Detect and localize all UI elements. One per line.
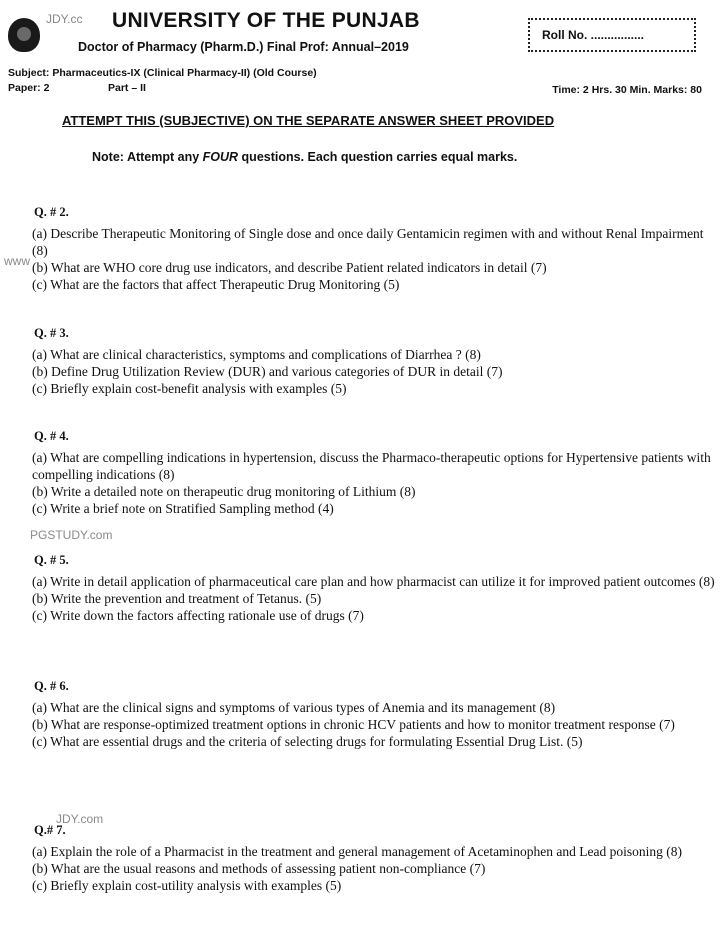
question-part: (a) Write in detail application of pharmaceutical care plan and how pharmacist can utilize it for improved patient outcomes (8) [32, 574, 715, 589]
question-part: (b) What are WHO core drug use indicators, and describe Patient related indicators in detail (7) [32, 260, 547, 275]
question-part: (a) What are clinical characteristics, symptoms and complications of Diarrhea ? (8) [32, 347, 481, 362]
roll-number-label: Roll No. ................ [542, 28, 645, 42]
question-block [32, 552, 720, 624]
question-part: (c) Briefly explain cost-benefit analysis with examples (5) [32, 381, 347, 396]
question-number: Q. # 3. [34, 326, 69, 340]
watermark-top: JDY.cc [46, 12, 83, 26]
question-part: (b) Define Drug Utilization Review (DUR) and various categories of DUR in detail (7) [32, 364, 503, 379]
question-part: (c) What are the factors that affect Therapeutic Drug Monitoring (5) [32, 277, 400, 292]
question-part: (b) What are response-optimized treatment options in chronic HCV patients and how to monitor treatment response (7) [32, 717, 675, 732]
question-number: Q.# 7. [34, 823, 66, 837]
question-number: Q. # 4. [34, 429, 69, 443]
question-block [32, 204, 720, 293]
question-block [32, 822, 720, 894]
question-number: Q. # 2. [34, 205, 69, 219]
question-block [32, 325, 720, 397]
question-part: (a) Explain the role of a Pharmacist in the treatment and general management of Acetaminophen and Lead poisoning (8) [32, 844, 683, 859]
question-part: (b) Write the prevention and treatment of Tetanus. (5) [32, 591, 322, 606]
subject-line: Subject: Pharmaceutics-IX (Clinical Pharmacy-II) (Old Course) [8, 67, 317, 79]
watermark: PGSTUDY.com [30, 528, 113, 542]
question-block [32, 428, 720, 517]
question-part: (a) Describe Therapeutic Monitoring of Single dose and once daily Gentamicin regimen with and without Renal Impairment (8) [32, 226, 704, 258]
question-number: Q. # 5. [34, 553, 69, 567]
question-part: (b) Write a detailed note on therapeutic drug monitoring of Lithium (8) [32, 484, 416, 499]
note-line [92, 150, 517, 164]
note-suffix: questions. Each question carries equal marks. [238, 150, 518, 164]
time-marks: Time: 2 Hrs. 30 Min. Marks: 80 [552, 84, 702, 96]
question-part: (c) Briefly explain cost-utility analysis with examples (5) [32, 878, 342, 893]
paper-row [8, 82, 706, 94]
degree-line: Doctor of Pharmacy (Pharm.D.) Final Prof: Annual–2019 [78, 40, 409, 54]
question-block [32, 678, 720, 750]
paper-number: Paper: 2 [8, 82, 50, 94]
paper-part: Part – II [108, 82, 146, 94]
watermark: www [4, 254, 30, 268]
attempt-instruction: ATTEMPT THIS (SUBJECTIVE) ON THE SEPARATE ANSWER SHEET PROVIDED [62, 113, 555, 128]
note-emphasis: FOUR [202, 150, 239, 164]
roll-number-box [528, 18, 696, 52]
question-part: (a) What are compelling indications in hypertension, discuss the Pharmaco-therapeutic options for Hypertensive patients with compelling indications (8) [32, 450, 711, 482]
watermark: JDY.com [56, 812, 104, 826]
question-part: (a) What are the clinical signs and symptoms of various types of Anemia and its management (8) [32, 700, 556, 715]
university-logo [8, 18, 40, 52]
question-part: (b) What are the usual reasons and methods of assessing patient non-compliance (7) [32, 861, 486, 876]
question-part: (c) What are essential drugs and the criteria of selecting drugs for formulating Essential Drug List. (5) [32, 734, 583, 749]
question-part: (c) Write down the factors affecting rationale use of drugs (7) [32, 608, 364, 623]
university-title: UNIVERSITY OF THE PUNJAB [112, 9, 420, 32]
question-number: Q. # 6. [34, 679, 69, 693]
question-part: (c) Write a brief note on Stratified Sampling method (4) [32, 501, 334, 516]
note-prefix: Note: Attempt any [92, 150, 203, 164]
